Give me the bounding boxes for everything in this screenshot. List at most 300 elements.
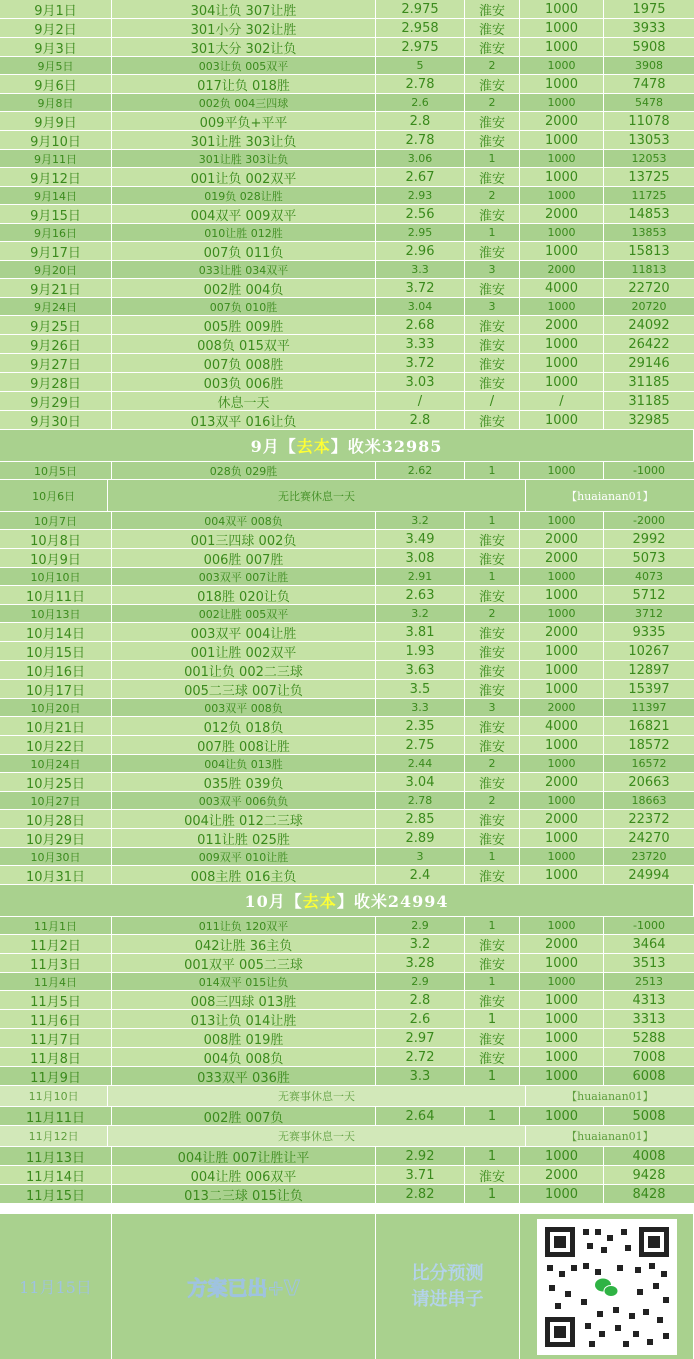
match-cell: 010让胜 012胜 <box>112 224 376 241</box>
date-cell: 10月24日 <box>0 755 112 772</box>
total-cell: 5073 <box>632 550 666 566</box>
total-cell: 16572 <box>631 757 667 770</box>
total-cell: 4008 <box>632 1148 666 1164</box>
table-row <box>0 736 694 755</box>
date-cell: 9月1日 <box>0 0 112 18</box>
match-cell: 001双平 005二三球 <box>112 954 376 972</box>
total-cell: 1975 <box>632 1 666 17</box>
total-cell: 23720 <box>631 850 667 863</box>
odds-cell: 2.958 <box>376 19 465 37</box>
total-cell: 13725 <box>628 169 670 185</box>
note-cell: 1 <box>465 568 520 585</box>
match-cell: 001让负 002二三球 <box>112 661 376 679</box>
date-cell: 10月8日 <box>0 530 112 548</box>
note-cell: 淮安 <box>465 373 520 391</box>
table-row <box>0 0 694 19</box>
match-cell: 011让负 120双平 <box>112 917 376 934</box>
table-row <box>0 829 694 848</box>
table-row <box>0 792 694 810</box>
table-row <box>0 661 694 680</box>
date-cell: 10月5日 <box>0 462 112 479</box>
date-cell: 11月5日 <box>0 991 112 1009</box>
rest-day-row <box>0 1126 694 1147</box>
date-cell: 9月6日 <box>0 75 112 93</box>
date-cell: 11月10日 <box>0 1086 108 1106</box>
date-cell: 9月10日 <box>0 131 112 149</box>
date-cell: 11月11日 <box>0 1107 112 1125</box>
match-cell: 004双平 008负 <box>112 512 376 529</box>
odds-cell: 2.35 <box>376 717 465 735</box>
date-cell: 9月16日 <box>0 224 112 241</box>
table-row <box>0 462 694 480</box>
date-cell: 9月8日 <box>0 94 112 111</box>
odds-cell: 2.85 <box>376 810 465 828</box>
total-cell: 5712 <box>632 587 666 603</box>
table-row <box>0 112 694 131</box>
odds-cell: 2.44 <box>376 755 465 772</box>
date-cell: 11月9日 <box>0 1067 112 1085</box>
month-summary-banner <box>0 430 694 462</box>
odds-cell: 3.3 <box>376 261 465 278</box>
total-cell: 3933 <box>632 20 666 36</box>
note-cell: 淮安 <box>465 935 520 953</box>
odds-cell: 2.8 <box>376 411 465 429</box>
date-cell: 10月13日 <box>0 605 112 622</box>
total-cell: 5288 <box>632 1030 666 1046</box>
stake-cell: 2000 <box>520 773 604 791</box>
match-cell: 004让负 013胜 <box>112 755 376 772</box>
odds-cell: 3.3 <box>376 1067 465 1085</box>
note-cell: 淮安 <box>465 810 520 828</box>
stake-cell: 1000 <box>520 512 604 529</box>
date-cell: 9月30日 <box>0 411 112 429</box>
summary-text <box>0 885 694 916</box>
total-cell: 2992 <box>632 531 666 547</box>
odds-cell: 2.4 <box>376 866 465 884</box>
date-cell: 10月6日 <box>0 480 108 511</box>
summary-text <box>0 430 694 461</box>
note-cell: 淮安 <box>465 549 520 567</box>
stake-cell: 4000 <box>520 279 604 297</box>
stake-cell: 1000 <box>520 642 604 660</box>
footer-tip-line2: 请进串子 <box>411 1288 484 1310</box>
table-row <box>0 935 694 954</box>
match-cell: 014双平 015让负 <box>112 973 376 990</box>
stake-cell: 1000 <box>520 150 604 167</box>
table-row <box>0 373 694 392</box>
total-cell: 8428 <box>632 1186 666 1202</box>
total-cell: 3712 <box>635 607 663 620</box>
note-cell: 1 <box>465 1107 520 1125</box>
table-row <box>0 316 694 335</box>
odds-cell: 2.68 <box>376 316 465 334</box>
note-cell: 2 <box>465 57 520 74</box>
date-cell: 11月7日 <box>0 1029 112 1047</box>
stake-cell: 2000 <box>520 623 604 641</box>
rest-day-row <box>0 480 694 512</box>
contact-tag: 【huaianan01】 <box>566 1090 654 1103</box>
note-cell: 1 <box>465 224 520 241</box>
note-cell: 淮安 <box>465 586 520 604</box>
date-cell: 10月14日 <box>0 623 112 641</box>
table-row <box>0 810 694 829</box>
odds-cell: 3 <box>376 848 465 865</box>
stake-cell: 2000 <box>520 810 604 828</box>
total-cell: 7478 <box>632 76 666 92</box>
match-cell: 033让胜 034双平 <box>112 261 376 278</box>
stake-cell: 1000 <box>520 680 604 698</box>
odds-cell: 2.9 <box>376 917 465 934</box>
date-cell: 9月9日 <box>0 112 112 130</box>
table-row <box>0 1029 694 1048</box>
note-cell: 1 <box>465 462 520 479</box>
table-row <box>0 866 694 885</box>
odds-cell: 3.2 <box>376 605 465 622</box>
note-cell: 淮安 <box>465 623 520 641</box>
total-cell: 3464 <box>632 936 666 952</box>
total-cell: 11397 <box>631 701 667 714</box>
stake-cell: 1000 <box>520 848 604 865</box>
match-cell: 013二三球 015让负 <box>112 1185 376 1203</box>
table-row <box>0 991 694 1010</box>
note-cell: 淮安 <box>465 661 520 679</box>
match-cell: 301大分 302让负 <box>112 38 376 56</box>
total-cell: 2513 <box>635 975 663 988</box>
stake-cell: 1000 <box>520 568 604 585</box>
note-cell: 淮安 <box>465 0 520 18</box>
note-cell: 3 <box>465 699 520 716</box>
total-cell: 24994 <box>628 867 670 883</box>
odds-cell: 3.2 <box>376 935 465 953</box>
note-cell: 1 <box>465 917 520 934</box>
total-cell: 7008 <box>632 1049 666 1065</box>
date-cell: 9月21日 <box>0 279 112 297</box>
date-cell: 11月3日 <box>0 954 112 972</box>
note-cell: 淮安 <box>465 205 520 223</box>
note-cell: 淮安 <box>465 354 520 372</box>
total-cell: 14853 <box>628 206 670 222</box>
table-row <box>0 773 694 792</box>
stake-cell: 2000 <box>520 699 604 716</box>
note-cell: 2 <box>465 755 520 772</box>
total-cell: 5908 <box>632 39 666 55</box>
table-row <box>0 954 694 973</box>
date-cell: 9月20日 <box>0 261 112 278</box>
stake-cell: 1000 <box>520 19 604 37</box>
total-cell: -1000 <box>633 464 665 477</box>
summary-highlight: 去本 <box>296 437 331 456</box>
table-row <box>0 1048 694 1067</box>
odds-cell: 3.63 <box>376 661 465 679</box>
date-cell: 9月17日 <box>0 242 112 260</box>
table-row <box>0 335 694 354</box>
match-cell: 035胜 039负 <box>112 773 376 791</box>
total-cell: 13053 <box>628 132 670 148</box>
odds-cell: 2.91 <box>376 568 465 585</box>
table-row <box>0 224 694 242</box>
date-cell: 11月14日 <box>0 1166 112 1184</box>
stake-cell: 1000 <box>520 954 604 972</box>
note-cell: 淮安 <box>465 131 520 149</box>
total-cell: 31185 <box>628 374 670 390</box>
match-cell: 304让负 307让胜 <box>112 0 376 18</box>
match-cell: 002胜 004负 <box>112 279 376 297</box>
stake-cell: 2000 <box>520 935 604 953</box>
date-cell: 9月11日 <box>0 150 112 167</box>
footer-row <box>0 1214 694 1359</box>
total-cell: 12897 <box>628 662 670 678</box>
match-cell: 004负 008负 <box>112 1048 376 1066</box>
note-cell: 淮安 <box>465 279 520 297</box>
date-cell: 10月9日 <box>0 549 112 567</box>
odds-cell: 3.71 <box>376 1166 465 1184</box>
date-cell: 9月29日 <box>0 392 112 410</box>
total-cell: 3908 <box>635 59 663 72</box>
table-row <box>0 187 694 205</box>
total-cell: 5008 <box>632 1108 666 1124</box>
stake-cell: 1000 <box>520 298 604 315</box>
date-cell: 11月8日 <box>0 1048 112 1066</box>
stake-cell: 2000 <box>520 261 604 278</box>
note-cell: 1 <box>465 150 520 167</box>
table-row <box>0 1185 694 1204</box>
total-cell: 3513 <box>632 955 666 971</box>
odds-cell: 2.89 <box>376 829 465 847</box>
date-cell: 10月28日 <box>0 810 112 828</box>
match-cell: 033双平 036胜 <box>112 1067 376 1085</box>
table-row <box>0 279 694 298</box>
odds-cell: 2.82 <box>376 1185 465 1203</box>
match-cell: 028负 029胜 <box>112 462 376 479</box>
date-cell: 10月16日 <box>0 661 112 679</box>
match-cell: 005二三球 007让负 <box>112 680 376 698</box>
table-row <box>0 717 694 736</box>
total-cell: 18663 <box>631 794 667 807</box>
date-cell: 11月15日 <box>0 1185 112 1203</box>
odds-cell: 2.97 <box>376 1029 465 1047</box>
odds-cell: 3.72 <box>376 354 465 372</box>
note-cell: 淮安 <box>465 168 520 186</box>
table-row <box>0 1166 694 1185</box>
note-cell: 淮安 <box>465 1029 520 1047</box>
match-cell: 003让负 005双平 <box>112 57 376 74</box>
table-row <box>0 150 694 168</box>
note-cell: 2 <box>465 187 520 204</box>
note-cell: 1 <box>465 1185 520 1203</box>
footer-tip-line1: 比分预测 <box>411 1262 484 1284</box>
odds-cell: 3.04 <box>376 773 465 791</box>
note-cell: 淮安 <box>465 717 520 735</box>
match-cell: 013双平 016让负 <box>112 411 376 429</box>
odds-cell: 2.96 <box>376 242 465 260</box>
stake-cell: 1000 <box>520 661 604 679</box>
note-cell: 淮安 <box>465 75 520 93</box>
stake-cell: 1000 <box>520 411 604 429</box>
match-cell: 017让负 018胜 <box>112 75 376 93</box>
total-cell: 31185 <box>628 393 670 409</box>
date-cell: 9月15日 <box>0 205 112 223</box>
date-cell: 10月17日 <box>0 680 112 698</box>
stake-cell: 1000 <box>520 242 604 260</box>
stake-cell: 1000 <box>520 1010 604 1028</box>
footer-qr-cell <box>520 1214 694 1359</box>
table-row <box>0 642 694 661</box>
summary-suffix: 】收米24994 <box>336 892 449 911</box>
table-row <box>0 917 694 935</box>
odds-cell: 3.28 <box>376 954 465 972</box>
stake-cell: 1000 <box>520 991 604 1009</box>
date-cell: 10月25日 <box>0 773 112 791</box>
total-cell: 6008 <box>632 1068 666 1084</box>
odds-cell: 2.78 <box>376 131 465 149</box>
odds-cell: 3.49 <box>376 530 465 548</box>
table-row <box>0 530 694 549</box>
note-cell: 1 <box>465 512 520 529</box>
date-cell: 11月6日 <box>0 1010 112 1028</box>
match-cell: 004双平 009双平 <box>112 205 376 223</box>
match-cell: 003双平 008负 <box>112 699 376 716</box>
odds-cell: 2.8 <box>376 991 465 1009</box>
note-cell: 淮安 <box>465 773 520 791</box>
table-row <box>0 973 694 991</box>
date-cell: 9月24日 <box>0 298 112 315</box>
note-cell: 淮安 <box>465 642 520 660</box>
stake-cell: 1000 <box>520 131 604 149</box>
date-cell: 9月28日 <box>0 373 112 391</box>
contact-tag: 【huaianan01】 <box>566 489 654 503</box>
table-row <box>0 298 694 316</box>
odds-cell: 2.75 <box>376 736 465 754</box>
odds-cell: 2.62 <box>376 462 465 479</box>
rest-text: 无赛事休息一天 <box>108 1126 526 1146</box>
stake-cell: 1000 <box>520 586 604 604</box>
date-cell: 11月2日 <box>0 935 112 953</box>
stake-cell: 1000 <box>520 224 604 241</box>
odds-cell: / <box>376 392 465 410</box>
stake-cell: 1000 <box>520 792 604 809</box>
match-cell: 301让胜 303让负 <box>112 131 376 149</box>
note-cell: 淮安 <box>465 1166 520 1184</box>
date-cell: 10月7日 <box>0 512 112 529</box>
note-cell: / <box>465 392 520 410</box>
match-cell: 012负 018负 <box>112 717 376 735</box>
table-row <box>0 1010 694 1029</box>
match-cell: 003双平 004让胜 <box>112 623 376 641</box>
odds-cell: 5 <box>376 57 465 74</box>
table-row <box>0 1107 694 1126</box>
stake-cell: 2000 <box>520 549 604 567</box>
date-cell: 11月4日 <box>0 973 112 990</box>
date-cell: 10月22日 <box>0 736 112 754</box>
note-cell: 淮安 <box>465 680 520 698</box>
stake-cell: 1000 <box>520 187 604 204</box>
footer-date: 11月15日 <box>0 1214 112 1359</box>
stake-cell: 1000 <box>520 57 604 74</box>
odds-cell: 2.67 <box>376 168 465 186</box>
date-cell: 9月27日 <box>0 354 112 372</box>
match-cell: 018胜 020让负 <box>112 586 376 604</box>
stake-cell: 1000 <box>520 38 604 56</box>
odds-cell: 2.95 <box>376 224 465 241</box>
odds-cell: 2.8 <box>376 112 465 130</box>
match-cell: 002负 004三四球 <box>112 94 376 111</box>
date-cell: 11月1日 <box>0 917 112 934</box>
stake-cell: 1000 <box>520 75 604 93</box>
date-cell: 9月25日 <box>0 316 112 334</box>
stake-cell: 2000 <box>520 316 604 334</box>
odds-cell: 2.9 <box>376 973 465 990</box>
stake-cell: 1000 <box>520 917 604 934</box>
wechat-qr-code-icon[interactable] <box>537 1219 677 1355</box>
match-cell: 013让负 014让胜 <box>112 1010 376 1028</box>
note-cell: 淮安 <box>465 411 520 429</box>
total-cell: 18572 <box>628 737 670 753</box>
table-row <box>0 57 694 75</box>
table-row <box>0 261 694 279</box>
note-cell: 淮安 <box>465 736 520 754</box>
footer-tip <box>376 1214 520 1359</box>
odds-cell: 2.6 <box>376 94 465 111</box>
match-cell: 301小分 302让胜 <box>112 19 376 37</box>
odds-cell: 2.975 <box>376 0 465 18</box>
note-cell: 淮安 <box>465 1048 520 1066</box>
note-cell: 3 <box>465 261 520 278</box>
match-cell: 007负 010胜 <box>112 298 376 315</box>
note-cell: 淮安 <box>465 829 520 847</box>
date-cell: 10月11日 <box>0 586 112 604</box>
stake-cell: 1000 <box>520 462 604 479</box>
footer-plan-text: 方案已出+V <box>112 1214 376 1359</box>
table-row <box>0 19 694 38</box>
stake-cell: 1000 <box>520 1048 604 1066</box>
match-cell: 007负 011负 <box>112 242 376 260</box>
summary-prefix: 10月【 <box>244 892 303 911</box>
match-cell: 008负 015双平 <box>112 335 376 353</box>
total-cell: 9335 <box>632 624 666 640</box>
table-row <box>0 699 694 717</box>
date-cell: 10月31日 <box>0 866 112 884</box>
note-cell: 1 <box>465 1067 520 1085</box>
date-cell: 11月13日 <box>0 1147 112 1165</box>
rest-text: 无赛事休息一天 <box>108 1086 526 1106</box>
stake-cell: 1000 <box>520 605 604 622</box>
odds-cell: 3.33 <box>376 335 465 353</box>
summary-prefix: 9月【 <box>250 437 297 456</box>
odds-cell: 2.78 <box>376 75 465 93</box>
match-cell: 009双平 010让胜 <box>112 848 376 865</box>
total-cell: 11725 <box>631 189 667 202</box>
note-cell: 淮安 <box>465 335 520 353</box>
stake-cell: 1000 <box>520 168 604 186</box>
total-cell: 26422 <box>628 336 670 352</box>
odds-cell: 3.3 <box>376 699 465 716</box>
odds-cell: 3.2 <box>376 512 465 529</box>
date-cell: 11月12日 <box>0 1126 108 1146</box>
total-cell: 5478 <box>635 96 663 109</box>
match-cell: 001三四球 002负 <box>112 530 376 548</box>
total-cell: 22372 <box>628 811 670 827</box>
date-cell: 10月10日 <box>0 568 112 585</box>
table-row <box>0 605 694 623</box>
match-cell: 301让胜 303让负 <box>112 150 376 167</box>
note-cell: 3 <box>465 298 520 315</box>
table-row <box>0 549 694 568</box>
table-row <box>0 38 694 57</box>
table-row <box>0 848 694 866</box>
match-cell: 004让胜 012二三球 <box>112 810 376 828</box>
match-cell: 006胜 007胜 <box>112 549 376 567</box>
total-cell: 3313 <box>632 1011 666 1027</box>
